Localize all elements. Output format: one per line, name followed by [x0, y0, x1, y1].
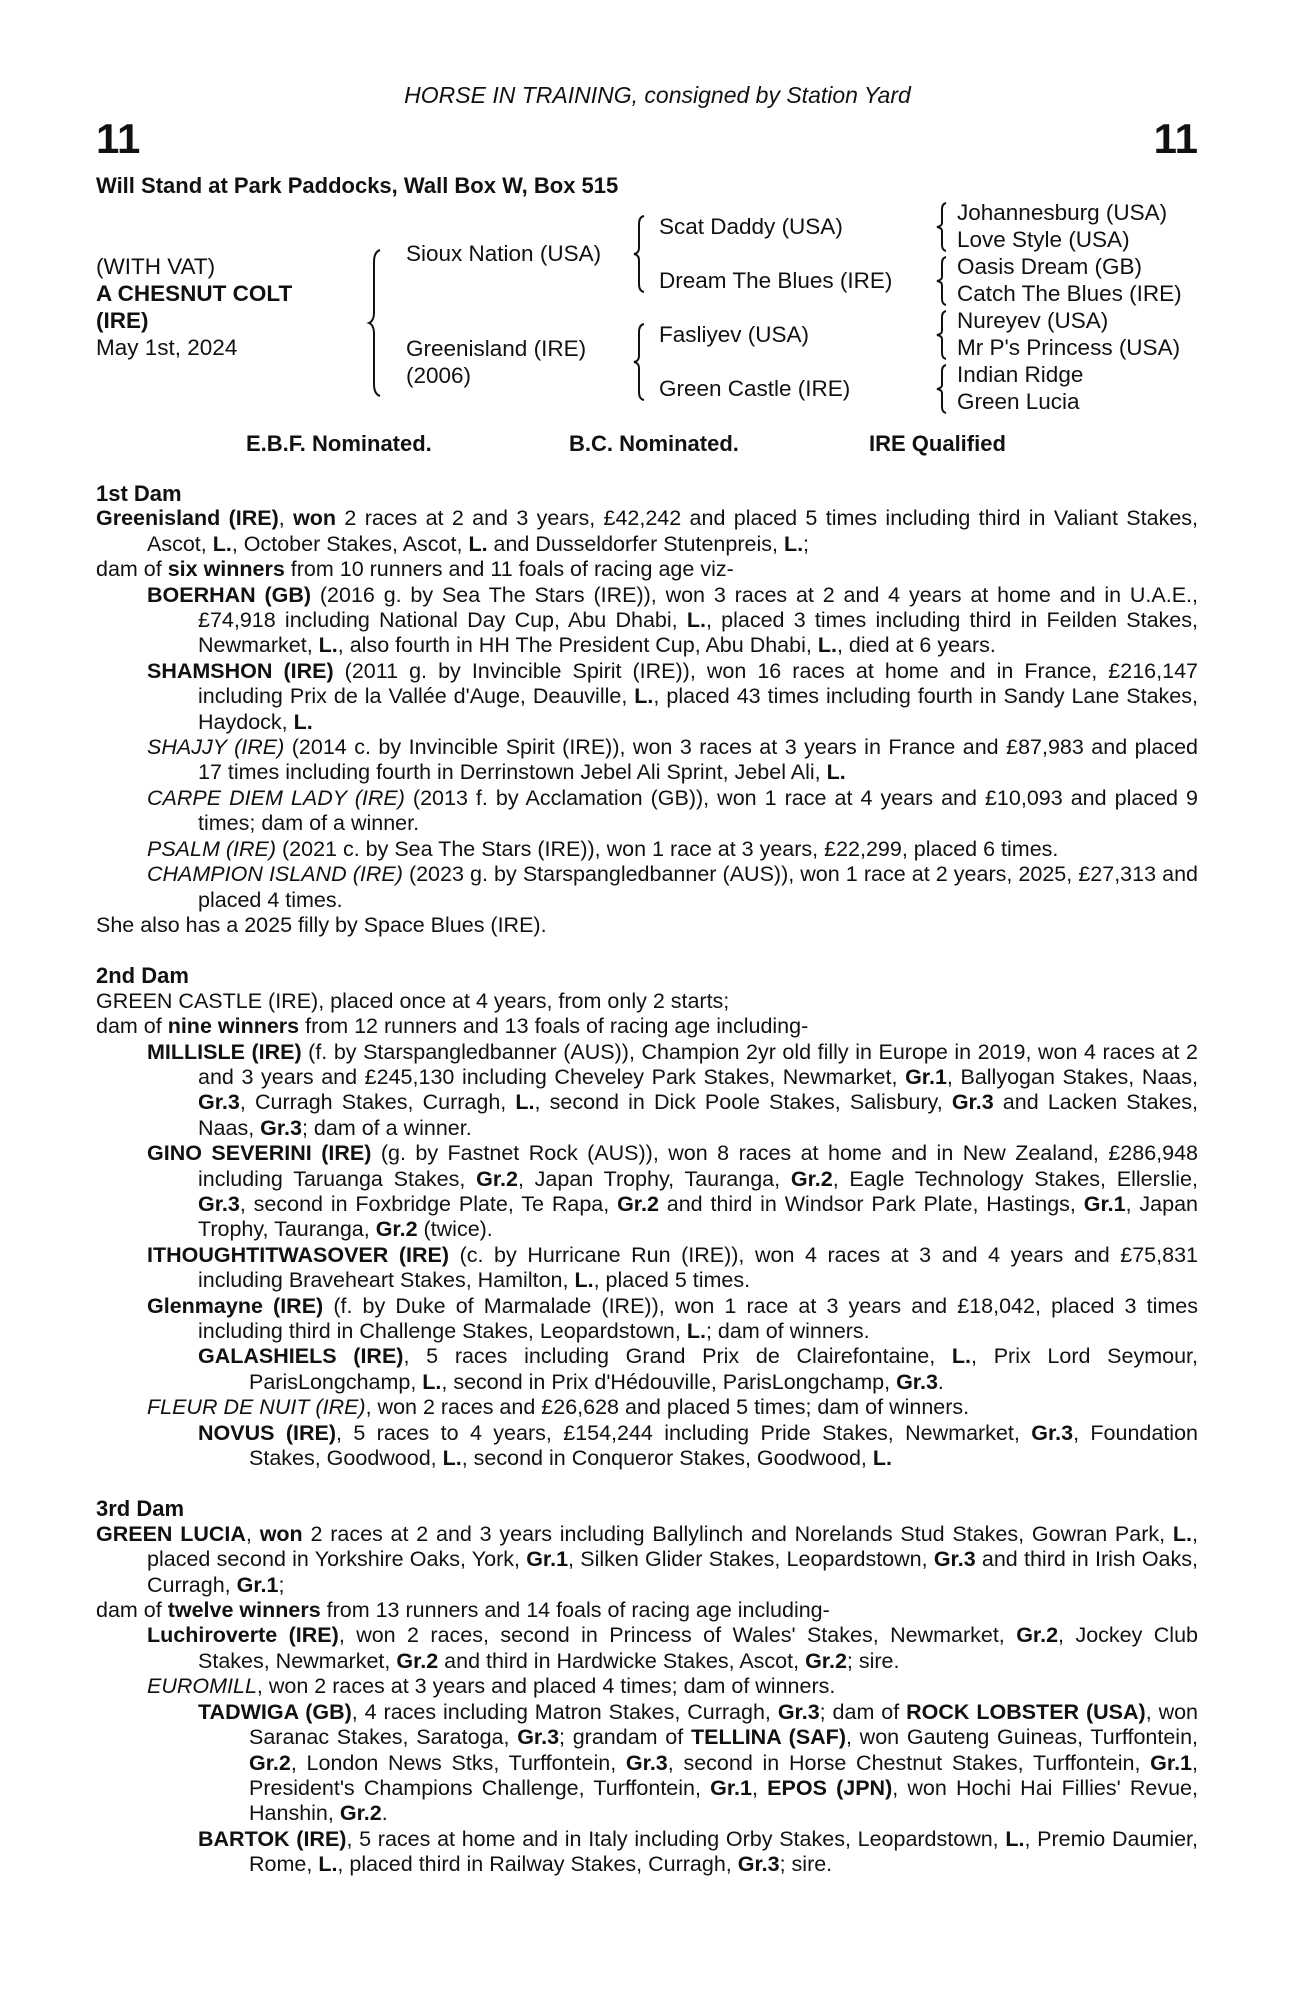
text: ,	[752, 1775, 768, 1800]
bold-text: L.	[951, 1344, 971, 1369]
text: , second in Prix d'Hédouville, ParisLongchamp,	[441, 1369, 897, 1394]
bold-text: L.	[783, 531, 804, 556]
bold-text: L.	[212, 531, 232, 556]
brace-icon	[933, 363, 951, 415]
bold-text: ITHOUGHTITWASOVER (IRE)	[147, 1242, 450, 1267]
text: , placed 5 times.	[593, 1268, 751, 1293]
produce-record	[96, 1421, 1198, 1472]
bold-text: L.	[634, 684, 654, 709]
text: , 5 races including Grand Prix de Clairefontaine,	[403, 1344, 952, 1369]
ancestor: Mr P's Princess (USA)	[957, 335, 1181, 360]
text: , Eagle Technology Stakes, Ellerslie,	[832, 1166, 1198, 1191]
text: , 5 races to 4 years, £154,244 including Pride Stakes, Newmarket,	[336, 1420, 1032, 1445]
text: and third in Windsor Park Plate, Hastings,	[658, 1191, 1084, 1216]
produce-record	[96, 583, 1198, 659]
bold-text: ROCK LOBSTER (USA)	[906, 1699, 1146, 1724]
text: , won Hochi Hai Fillies' Revue, Hanshin,	[249, 1775, 1198, 1826]
produce-record	[96, 862, 1198, 913]
text: , Jockey Club Stakes, Newmarket,	[198, 1623, 1198, 1673]
text: .	[381, 1801, 388, 1826]
ancestor: Love Style (USA)	[957, 227, 1130, 252]
dam-record	[96, 557, 1198, 582]
dam-record	[96, 1014, 1198, 1039]
bold-text: Luchiroverte (IRE)	[147, 1623, 339, 1648]
bold-text: won	[293, 506, 337, 531]
text: , won 2 races and £26,628 and placed 5 times; dam of winners.	[365, 1395, 970, 1420]
lot-number-right: 11	[1153, 115, 1198, 162]
bc-nomination: B.C. Nominated.	[569, 431, 739, 456]
bold-text: SHAMSHON (IRE)	[147, 658, 334, 683]
brace-icon	[630, 214, 650, 294]
text: (2014 c. by Invincible Spirit (IRE)), won 3 races at 3 years in France and £87,983 and placed 17 times including fourth in Derrinstown Jebel Ali Sprint, Jebel Ali,	[198, 735, 1199, 785]
text: and third in Irish Oaks, Curragh,	[147, 1547, 1198, 1597]
section-heading: 2nd Dam	[96, 963, 189, 989]
text: , won Saranac Stakes, Saratoga,	[249, 1699, 1199, 1750]
dam-section	[96, 1496, 1198, 1877]
text: , Silken Glider Stakes, Leopardstown,	[568, 1547, 934, 1572]
section-heading: 1st Dam	[96, 481, 182, 506]
italic-text: FLEUR DE NUIT (IRE)	[147, 1395, 366, 1420]
dam-section	[96, 963, 1198, 1471]
produce-record	[96, 735, 1198, 786]
text: ; dam of a winner.	[301, 1115, 472, 1140]
bold-text: twelve winners	[167, 1598, 321, 1623]
text: , second in Foxbridge Plate, Te Rapa,	[239, 1191, 618, 1216]
dam-record	[96, 506, 1198, 557]
bold-text: nine winners	[167, 1014, 300, 1039]
text: and Dusseldorfer Stutenpreis,	[487, 531, 784, 556]
text: She also has a 2025 filly by Space Blues (IRE).	[96, 912, 547, 937]
bold-text: L.	[1172, 1521, 1193, 1546]
text: , Japan Trophy, Tauranga,	[198, 1191, 1198, 1242]
bold-text: GREEN LUCIA	[96, 1521, 246, 1546]
bold-text: L.	[468, 531, 488, 556]
text: from 10 runners and 11 foals of racing age viz-	[284, 557, 734, 582]
produce-record	[96, 659, 1198, 735]
bold-text: Gr.2	[790, 1166, 833, 1191]
text: , Premio Daumier, Rome,	[249, 1826, 1198, 1877]
text: , placed 43 times including fourth in Sandy Lane Stakes, Haydock,	[198, 684, 1198, 734]
dam-year: (2006)	[406, 363, 472, 388]
text: (c. by Hurricane Run (IRE)), won 4 races at 3 and 4 years and £75,831 including Braveheart Stakes, Hamilton,	[198, 1242, 1198, 1293]
bold-text: Gr.1	[1083, 1191, 1126, 1216]
text: , placed second in Yorkshire Oaks, York,	[147, 1521, 1198, 1572]
bold-text: BARTOK (IRE)	[198, 1826, 347, 1851]
text: , Ballyogan Stakes, Naas,	[946, 1064, 1198, 1089]
produce-record	[96, 1700, 1198, 1827]
text: from 12 runners and 13 foals of racing age including-	[299, 1014, 809, 1039]
text: (g. by Fastnet Rock (AUS)), won 8 races at home and in New Zealand, £286,948 including Taruanga Stakes,	[198, 1141, 1199, 1191]
bold-text: L.	[1005, 1826, 1025, 1851]
produce-record	[96, 1395, 1198, 1420]
text: dam of	[96, 1014, 168, 1039]
text: , President's Champions Challenge, Turffontein,	[249, 1750, 1198, 1800]
bold-text: Glenmayne (IRE)	[147, 1293, 324, 1318]
bold-text: Gr.3	[198, 1090, 240, 1115]
text: ;	[278, 1572, 285, 1597]
bold-text: L.	[574, 1268, 594, 1293]
text: , also fourth in HH The President Cup, Abu Dhabi,	[337, 633, 818, 658]
text: (2023 g. by Starspangledbanner (AUS)), won 1 race at 2 years, 2025, £27,313 and placed 4 times.	[198, 862, 1198, 912]
produce-record	[96, 786, 1198, 837]
text: , won 2 races at 3 years and placed 4 times; dam of winners.	[256, 1674, 836, 1699]
bold-text: Gr.1	[236, 1572, 279, 1597]
text: , placed third in Railway Stakes, Curragh,	[337, 1852, 738, 1877]
dam-sire: Fasliyev (USA)	[659, 322, 810, 347]
bold-text: Gr.3	[625, 1750, 668, 1775]
dam-dam: Green Castle (IRE)	[659, 376, 851, 401]
bold-text: Gr.1	[526, 1547, 569, 1572]
text: (2021 c. by Sea The Stars (IRE)), won 1 race at 3 years, £22,299, placed 6 times.	[276, 836, 1059, 861]
brace-icon	[366, 248, 386, 398]
text: , Japan Trophy, Tauranga,	[517, 1166, 791, 1191]
bold-text: Gr.3	[896, 1369, 938, 1394]
bold-text: Gr.3	[198, 1191, 240, 1216]
bold-text: L.	[318, 1852, 338, 1877]
bold-text: NOVUS (IRE)	[198, 1420, 336, 1445]
bold-text: Greenisland (IRE)	[96, 506, 279, 531]
dam-record	[96, 913, 1198, 938]
bold-text: Gr.2	[1016, 1623, 1059, 1648]
text: (2016 g. by Sea The Stars (IRE)), won 3 races at 2 and 4 years at home and in U.A.E., £74,918 including National Day Cup, Abu Dhabi,	[198, 582, 1198, 633]
ancestor: Oasis Dream (GB)	[957, 254, 1143, 279]
text: ; grandam of	[559, 1725, 691, 1750]
text: , 4 races including Matron Stakes, Curragh,	[351, 1699, 778, 1724]
ebf-nomination: E.B.F. Nominated.	[246, 431, 432, 456]
horse-name-suffix: (IRE)	[96, 308, 149, 333]
bold-text: Gr.3	[517, 1725, 560, 1750]
bold-text: L.	[817, 633, 837, 658]
sire: Sioux Nation (USA)	[406, 241, 602, 266]
bold-text: TELLINA (SAF)	[690, 1725, 846, 1750]
bold-text: L.	[515, 1090, 535, 1115]
italic-text: EUROMILL	[147, 1674, 257, 1699]
bold-text: Gr.3	[1031, 1420, 1074, 1445]
dam: Greenisland (IRE)	[406, 336, 587, 361]
bold-text: L.	[442, 1446, 462, 1471]
dam-record	[96, 1522, 1198, 1598]
bold-text: BOERHAN (GB)	[147, 582, 312, 607]
bold-text: Gr.2	[396, 1648, 439, 1673]
text: and third in Hardwicke Stakes, Ascot,	[438, 1648, 806, 1673]
text: ; dam of	[819, 1699, 907, 1724]
text: , 5 races at home and in Italy including Orby Stakes, Leopardstown,	[346, 1826, 1006, 1851]
bold-text: Gr.2	[476, 1166, 518, 1191]
ancestor: Indian Ridge	[957, 362, 1084, 387]
text: , London News Stks, Turffontein,	[290, 1750, 626, 1775]
text: , second in Dick Poole Stakes, Salisbury,	[534, 1090, 952, 1115]
text: ; sire.	[846, 1648, 900, 1673]
brace-icon	[933, 309, 951, 361]
text: (f. by Starspangledbanner (AUS)), Champion 2yr old filly in Europe in 2019, won 4 races at 2 and 3 years and £245,130 including Cheveley Park Stakes, Newmarket,	[198, 1039, 1198, 1089]
text: , won Gauteng Guineas, Turffontein,	[845, 1725, 1198, 1750]
vat-status: (WITH VAT)	[96, 254, 216, 279]
bold-text: Gr.1	[710, 1775, 752, 1800]
text: dam of	[96, 1598, 168, 1623]
bold-text: GINO SEVERINI (IRE)	[147, 1141, 372, 1166]
bold-text: Gr.3	[777, 1699, 820, 1724]
catalogue-body	[96, 481, 1198, 1903]
bold-text: Gr.1	[905, 1064, 947, 1089]
text: .	[937, 1369, 944, 1394]
ancestor: Catch The Blues (IRE)	[957, 281, 1182, 306]
text: GREEN CASTLE (IRE), placed once at 4 years, from only 2 starts;	[96, 988, 730, 1013]
text: from 13 runners and 14 foals of racing age including-	[320, 1598, 830, 1623]
ancestor: Green Lucia	[957, 389, 1080, 414]
bold-text: EPOS (JPN)	[767, 1775, 893, 1800]
italic-text: PSALM (IRE)	[147, 836, 277, 861]
section-heading: 3rd Dam	[96, 1496, 185, 1522]
produce-record	[96, 1674, 1198, 1699]
sire-dam: Dream The Blues (IRE)	[659, 268, 893, 293]
text: ; dam of winners.	[705, 1319, 870, 1343]
ancestor: Johannesburg (USA)	[957, 200, 1168, 225]
bold-text: L.	[293, 709, 313, 734]
bold-text: Gr.2	[249, 1750, 291, 1775]
bold-text: Gr.2	[805, 1648, 847, 1673]
dam-section	[96, 481, 1198, 938]
text: (2013 f. by Acclamation (GB)), won 1 race at 4 years and £10,093 and placed 9 times; dam of a winner.	[198, 785, 1198, 836]
bold-text: L.	[872, 1446, 892, 1471]
page-title: HORSE IN TRAINING, consigned by Station Yard	[404, 82, 911, 108]
bold-text: Gr.3	[951, 1090, 994, 1115]
lot-number-left: 11	[96, 115, 141, 162]
produce-record	[96, 1040, 1198, 1142]
produce-record	[96, 1623, 1198, 1674]
bold-text: Gr.3	[737, 1852, 780, 1877]
horse-name: A CHESNUT COLT	[96, 281, 293, 306]
text: , second in Conqueror Stakes, Goodwood,	[461, 1446, 873, 1471]
produce-record	[96, 1141, 1198, 1243]
bold-text: Gr.1	[1150, 1750, 1193, 1775]
text: (twice).	[417, 1217, 493, 1242]
bold-text: MILLISLE (IRE)	[147, 1039, 302, 1064]
text: 2 races at 2 and 3 years including Ballylinch and Norelands Stud Stakes, Gowran Park,	[302, 1521, 1173, 1546]
produce-record	[96, 1827, 1198, 1878]
text: , Foundation Stakes, Goodwood,	[249, 1420, 1198, 1471]
text: , won 2 races, second in Princess of Wales' Stakes, Newmarket,	[338, 1623, 1017, 1648]
produce-record	[96, 1344, 1198, 1395]
text: ;	[803, 531, 810, 556]
text: and Lacken Stakes, Naas,	[198, 1090, 1198, 1140]
text: , October Stakes, Ascot,	[231, 531, 469, 556]
text: , second in Horse Chestnut Stakes, Turffontein,	[667, 1750, 1151, 1775]
produce-record	[96, 1243, 1198, 1294]
brace-icon	[630, 322, 650, 402]
bold-text: Gr.3	[260, 1115, 302, 1140]
produce-record	[96, 1294, 1198, 1345]
dam-record	[96, 1598, 1198, 1623]
text: dam of	[96, 557, 168, 582]
bold-text: L.	[318, 633, 338, 658]
text: , Prix Lord Seymour, ParisLongchamp,	[249, 1344, 1198, 1394]
italic-text: SHAJJY (IRE)	[147, 735, 285, 760]
stable-location: Will Stand at Park Paddocks, Wall Box W, Box 515	[96, 173, 619, 198]
text: , placed 3 times including third in Feilden Stakes, Newmarket,	[198, 608, 1198, 658]
bold-text: won	[259, 1521, 303, 1546]
text: 2 races at 2 and 3 years, £42,242 and placed 5 times including third in Valiant Stakes, Ascot,	[147, 506, 1198, 556]
text: , died at 6 years.	[836, 633, 996, 658]
italic-text: CARPE DIEM LADY (IRE)	[147, 785, 405, 810]
bold-text: L.	[826, 760, 846, 785]
ire-qualified: IRE Qualified	[869, 431, 1006, 456]
text: ,	[245, 1521, 260, 1546]
bold-text: L.	[686, 608, 706, 633]
produce-record	[96, 837, 1198, 862]
bold-text: Gr.2	[617, 1191, 659, 1216]
brace-icon	[933, 255, 951, 307]
text: (f. by Duke of Marmalade (IRE)), won 1 race at 3 years and £18,042, placed 3 times including third in Challenge Stakes, Leopardstown,	[198, 1293, 1199, 1343]
sire-sire: Scat Daddy (USA)	[659, 214, 843, 239]
bold-text: Gr.2	[339, 1801, 382, 1826]
bold-text: L.	[686, 1319, 706, 1343]
bold-text: Gr.2	[375, 1217, 418, 1242]
text: ; sire.	[779, 1852, 833, 1877]
bold-text: L.	[422, 1369, 442, 1394]
foaling-date: May 1st, 2024	[96, 335, 238, 360]
bold-text: Gr.3	[933, 1547, 976, 1572]
text: (2011 g. by Invincible Spirit (IRE)), won 16 races at home and in France, £216,147 including Prix de la Vallée d'Auge, Deauville,	[198, 658, 1198, 709]
bold-text: TADWIGA (GB)	[198, 1699, 352, 1724]
brace-icon	[933, 201, 951, 253]
text: ,	[278, 506, 294, 531]
bold-text: six winners	[167, 557, 285, 582]
text: , Curragh Stakes, Curragh,	[239, 1090, 516, 1115]
bold-text: GALASHIELS (IRE)	[198, 1344, 404, 1369]
dam-record	[96, 989, 1198, 1014]
italic-text: CHAMPION ISLAND (IRE)	[147, 862, 403, 887]
ancestor: Nureyev (USA)	[957, 308, 1109, 333]
